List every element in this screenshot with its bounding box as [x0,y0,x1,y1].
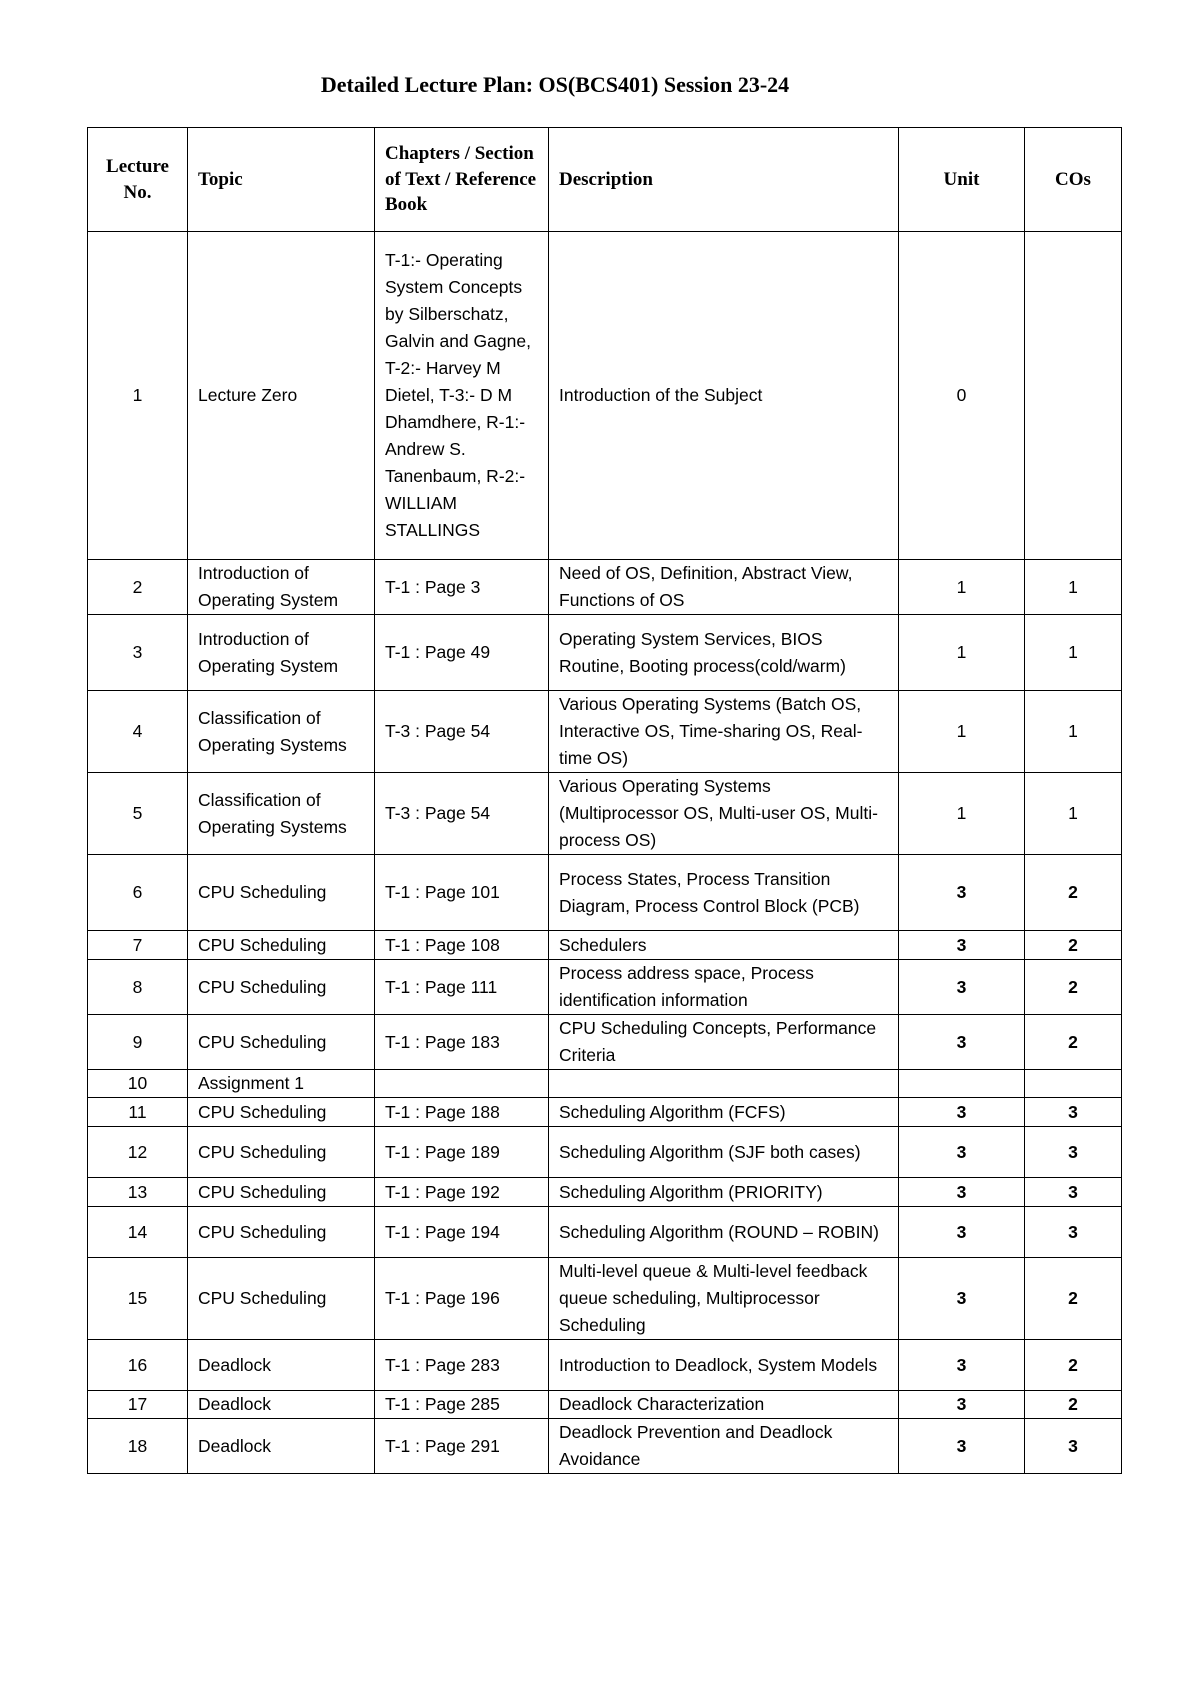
cell-lecture-no: 16 [88,1340,188,1391]
table-row [88,960,1122,1015]
cell-lecture-no: 4 [88,691,188,773]
table-row [88,1015,1122,1070]
cell-description: Scheduling Algorithm (PRIORITY) [549,1178,899,1207]
table-row [88,1258,1122,1340]
cell-chapter: T-1 : Page 183 [375,1015,549,1070]
cell-cos [1025,1070,1122,1098]
cell-unit: 0 [899,232,1025,560]
cell-chapter: T-1 : Page 189 [375,1127,549,1178]
header-topic: Topic [188,128,375,232]
cell-cos: 3 [1025,1207,1122,1258]
cell-topic: CPU Scheduling [188,960,375,1015]
cell-lecture-no: 5 [88,773,188,855]
cell-lecture-no: 12 [88,1127,188,1178]
cell-chapter [375,1070,549,1098]
cell-lecture-no: 1 [88,232,188,560]
cell-topic: CPU Scheduling [188,1098,375,1127]
cell-chapter: T-3 : Page 54 [375,691,549,773]
cell-cos: 3 [1025,1127,1122,1178]
cell-chapter: T-1 : Page 283 [375,1340,549,1391]
cell-cos: 3 [1025,1098,1122,1127]
cell-topic: CPU Scheduling [188,1015,375,1070]
cell-chapter: T-1 : Page 3 [375,560,549,615]
cell-unit: 3 [899,1015,1025,1070]
table-row [88,615,1122,691]
cell-description: Scheduling Algorithm (FCFS) [549,1098,899,1127]
cell-description: Deadlock Prevention and Deadlock Avoidance [549,1419,899,1474]
cell-description: Process States, Process Transition Diagram, Process Control Block (PCB) [549,855,899,931]
table-row [88,1098,1122,1127]
table-row [88,1127,1122,1178]
table-row [88,560,1122,615]
cell-description: Schedulers [549,931,899,960]
cell-chapter: T-1 : Page 291 [375,1419,549,1474]
cell-topic: Assignment 1 [188,1070,375,1098]
cell-chapter: T-1 : Page 188 [375,1098,549,1127]
cell-unit: 3 [899,1098,1025,1127]
cell-chapter: T-1 : Page 194 [375,1207,549,1258]
cell-chapter: T-1 : Page 111 [375,960,549,1015]
cell-chapter: T-3 : Page 54 [375,773,549,855]
header-chapters: Chapters / Section of Text / Reference Book [375,128,549,232]
cell-unit: 3 [899,1207,1025,1258]
cell-cos: 2 [1025,1015,1122,1070]
cell-unit: 3 [899,1127,1025,1178]
cell-topic: Classification of Operating Systems [188,773,375,855]
cell-description: Various Operating Systems (Multiprocessor OS, Multi-user OS, Multi-process OS) [549,773,899,855]
cell-description: Introduction of the Subject [549,232,899,560]
cell-chapter: T-1 : Page 49 [375,615,549,691]
cell-lecture-no: 6 [88,855,188,931]
cell-topic: Introduction of Operating System [188,615,375,691]
table-row [88,1340,1122,1391]
cell-topic: CPU Scheduling [188,1207,375,1258]
cell-lecture-no: 13 [88,1178,188,1207]
table-row [88,855,1122,931]
cell-lecture-no: 8 [88,960,188,1015]
cell-description: Deadlock Characterization [549,1391,899,1419]
header-unit: Unit [899,128,1025,232]
table-row [88,931,1122,960]
cell-unit: 3 [899,960,1025,1015]
header-lecture-no: Lecture No. [88,128,188,232]
cell-unit: 1 [899,691,1025,773]
cell-cos: 3 [1025,1419,1122,1474]
cell-topic: CPU Scheduling [188,931,375,960]
cell-lecture-no: 11 [88,1098,188,1127]
table-row [88,1070,1122,1098]
cell-description: Scheduling Algorithm (ROUND – ROBIN) [549,1207,899,1258]
cell-topic: CPU Scheduling [188,1258,375,1340]
cell-unit: 3 [899,1178,1025,1207]
cell-chapter: T-1 : Page 108 [375,931,549,960]
cell-cos: 1 [1025,615,1122,691]
cell-lecture-no: 3 [88,615,188,691]
cell-topic: Introduction of Operating System [188,560,375,615]
page-title: Detailed Lecture Plan: OS(BCS401) Session 23-24 [320,72,790,97]
cell-description: Process address space, Process identification information [549,960,899,1015]
table-row [88,1207,1122,1258]
header-description: Description [549,128,899,232]
header-cos: COs [1025,128,1122,232]
cell-topic: Deadlock [188,1391,375,1419]
cell-description: Multi-level queue & Multi-level feedback queue scheduling, Multiprocessor Scheduling [549,1258,899,1340]
cell-cos [1025,232,1122,560]
cell-description: Need of OS, Definition, Abstract View, Functions of OS [549,560,899,615]
cell-unit: 1 [899,615,1025,691]
table-row [88,232,1122,560]
header-row [88,128,1122,232]
cell-description: Various Operating Systems (Batch OS, Interactive OS, Time-sharing OS, Real-time OS) [549,691,899,773]
table-row [88,1391,1122,1419]
cell-topic: Deadlock [188,1419,375,1474]
cell-description: Scheduling Algorithm (SJF both cases) [549,1127,899,1178]
cell-description [549,1070,899,1098]
cell-unit: 3 [899,855,1025,931]
table-row [88,691,1122,773]
cell-unit: 3 [899,1258,1025,1340]
table-row [88,773,1122,855]
cell-cos: 2 [1025,931,1122,960]
cell-lecture-no: 9 [88,1015,188,1070]
cell-topic: CPU Scheduling [188,1127,375,1178]
cell-cos: 2 [1025,1340,1122,1391]
cell-topic: CPU Scheduling [188,1178,375,1207]
cell-description: CPU Scheduling Concepts, Performance Criteria [549,1015,899,1070]
lecture-plan-table [87,127,1122,1474]
cell-cos: 2 [1025,1391,1122,1419]
cell-lecture-no: 14 [88,1207,188,1258]
cell-unit: 3 [899,1419,1025,1474]
cell-chapter: T-1 : Page 285 [375,1391,549,1419]
cell-unit: 1 [899,560,1025,615]
cell-chapter: T-1 : Page 196 [375,1258,549,1340]
cell-lecture-no: 15 [88,1258,188,1340]
cell-cos: 1 [1025,691,1122,773]
cell-topic: Lecture Zero [188,232,375,560]
cell-cos: 2 [1025,1258,1122,1340]
cell-cos: 3 [1025,1178,1122,1207]
cell-cos: 1 [1025,560,1122,615]
table-row [88,1419,1122,1474]
cell-description: Operating System Services, BIOS Routine, Booting process(cold/warm) [549,615,899,691]
cell-chapter: T-1:- Operating System Concepts by Silberschatz, Galvin and Gagne, T-2:- Harvey M Dietel, T-3:- D M Dhamdhere, R-1:- Andrew S. Tanenbaum, R-2:- WILLIAM STALLINGS [375,232,549,560]
cell-unit: 3 [899,1391,1025,1419]
cell-cos: 1 [1025,773,1122,855]
table-row [88,1178,1122,1207]
cell-unit: 3 [899,1340,1025,1391]
cell-unit: 1 [899,773,1025,855]
cell-topic: CPU Scheduling [188,855,375,931]
cell-cos: 2 [1025,960,1122,1015]
cell-lecture-no: 7 [88,931,188,960]
cell-description: Introduction to Deadlock, System Models [549,1340,899,1391]
cell-topic: Deadlock [188,1340,375,1391]
cell-chapter: T-1 : Page 192 [375,1178,549,1207]
cell-unit: 3 [899,931,1025,960]
cell-lecture-no: 18 [88,1419,188,1474]
cell-lecture-no: 2 [88,560,188,615]
cell-chapter: T-1 : Page 101 [375,855,549,931]
cell-topic: Classification of Operating Systems [188,691,375,773]
cell-lecture-no: 10 [88,1070,188,1098]
cell-lecture-no: 17 [88,1391,188,1419]
cell-cos: 2 [1025,855,1122,931]
cell-unit [899,1070,1025,1098]
